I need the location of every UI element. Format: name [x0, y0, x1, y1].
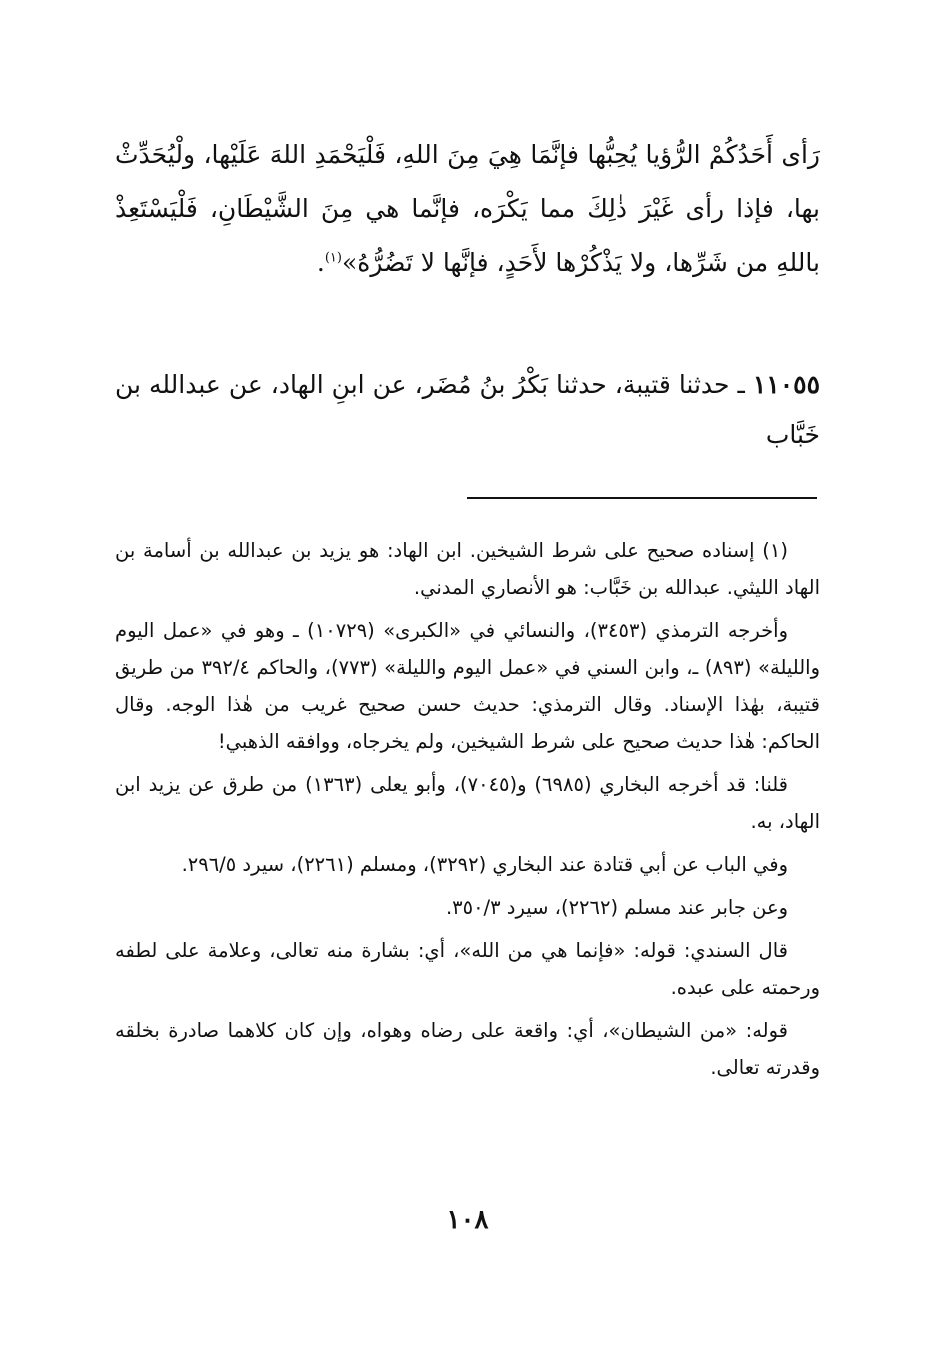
page-number: ١٠٨	[446, 1205, 489, 1235]
footnote-paragraph-5: وعن جابر عند مسلم (٢٢٦٢)، سيرد ٣٥٠/٣.	[445, 896, 788, 919]
footnote-paragraph-2: وأخرجه الترمذي (٣٤٥٣)، والنسائي في «الكبرى» (١٠٧٢٩) ـ وهو في «عمل اليوم والليلة» (٨٩٣) ـ، وابن السني في «عمل اليوم والليلة» (٧٧٣)، والحاكم ٣٩٢/٤ من طريق قتيبة، بهٰذا الإسناد. وقال الترمذي: حديث حسن صحيح غريب من هٰذا الوجه. وقال الحاكم: هٰذا حديث صحيح على شرط الشيخين، ولم يخرجاه، ووافقه الذهبي!	[115, 619, 821, 753]
footnote-paragraph-1: (١) إسناده صحيح على شرط الشيخين. ابن الهاد: هو يزيد بن عبدالله بن أسامة بن الهاد الليثي. عبدالله بن خَبَّاب: هو الأنصاري المدني.	[115, 539, 820, 599]
main-paragraph-end: .	[316, 248, 325, 277]
hadith-entry	[115, 360, 820, 460]
footnote-paragraph-4: وفي الباب عن أبي قتادة عند البخاري (٣٢٩٢)، ومسلم (٢٢٦١)، سيرد ٢٩٦/٥.	[181, 853, 788, 876]
footnote-paragraph-3: قلنا: قد أخرجه البخاري (٦٩٨٥) و(٧٠٤٥)، وأبو يعلى (١٣٦٣) من طرق عن يزيد ابن الهاد، به.	[115, 773, 820, 833]
footnote-divider	[467, 497, 817, 499]
main-hadith-text	[115, 128, 820, 290]
main-paragraph-text: رَأى أَحَدُكُمْ الرُّؤيا يُحِبُّها فإنَّمَا هِيَ مِنَ اللهِ، فَلْيَحْمَدِ اللهَ عَلَيْها، ولْيُحَدِّثْ بها، فإذا رأى غَيْرَ ذٰلِكَ مما يَكْرَه، فإنَّما هي مِنَ الشَّيْطَانِ، فَلْيَسْتَعِذْ باللهِ من شَرِّها، ولا يَذْكُرْها لأَحَدٍ، فإنَّها لا تَضُرُّهُ»	[115, 140, 820, 277]
hadith-chain-text: ـ حدثنا قتيبة، حدثنا بَكْرُ بنُ مُضَر، عن ابنِ الهاد، عن عبدالله بن خَبَّاب	[115, 370, 820, 449]
hadith-number: ١١٠٥٥	[752, 370, 820, 399]
footnote-paragraph-7: قوله: «من الشيطان»، أي: واقعة على رضاه وهواه، وإن كان كلاهما صادرة بخلقه وقدرته تعالى.	[115, 1019, 820, 1079]
footnote-paragraph-6: قال السندي: قوله: «فإنما هي من الله»، أي: بشارة منه تعالى، وعلامة على لطفه ورحمته على عبده.	[115, 939, 820, 999]
footnotes-section	[115, 532, 820, 1092]
footnote-reference: (١)	[324, 250, 342, 266]
